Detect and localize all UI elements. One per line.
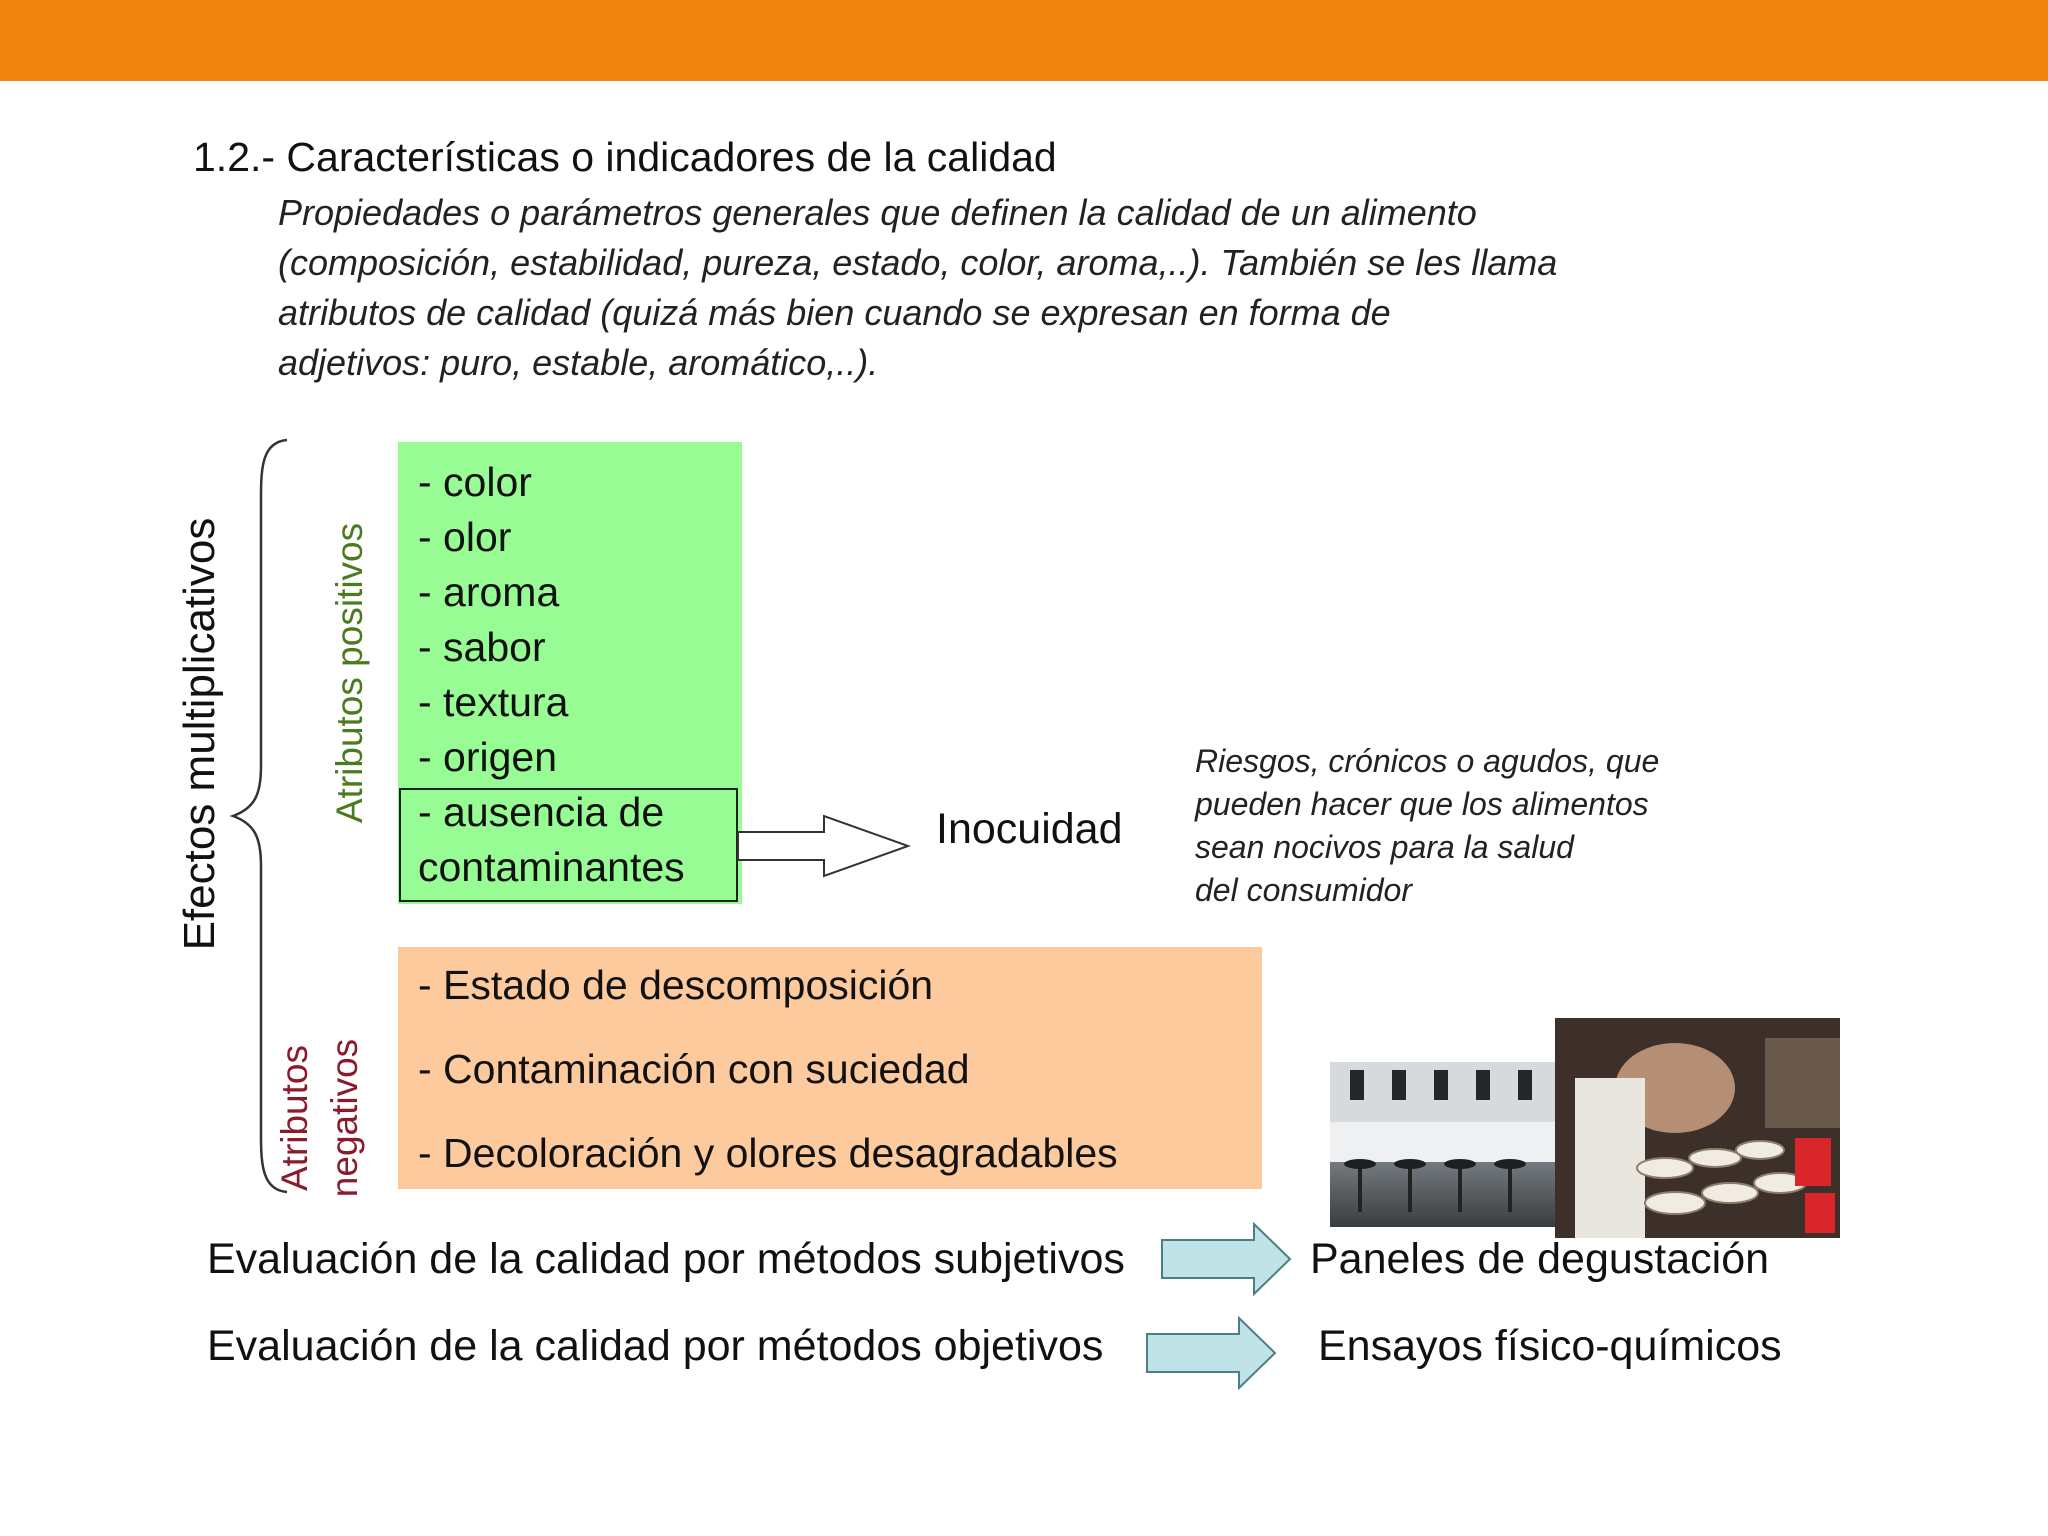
- riesgos-note: [1195, 740, 1659, 912]
- contaminantes-line: contaminantes: [418, 844, 685, 890]
- physico-chemical-tests-text: Ensayos físico-químicos: [1318, 1322, 1782, 1370]
- subjective-evaluation-text: Evaluación de la calidad por métodos subjetivos: [207, 1235, 1125, 1283]
- list-item: - Decoloración y olores desagradables: [418, 1130, 1118, 1176]
- list-item: - Contaminación con suciedad: [418, 1046, 970, 1092]
- list-item: - aroma: [418, 569, 560, 615]
- tasting-booths-photo: [1330, 1062, 1555, 1227]
- objective-evaluation-text: Evaluación de la calidad por métodos objetivos: [207, 1322, 1104, 1370]
- list-item: - textura: [418, 679, 569, 725]
- atributos-negativos-line: Atributos: [274, 1045, 315, 1192]
- intro-line: (composición, estabilidad, pureza, estado, color, aroma,..). También se les llama: [278, 242, 1558, 283]
- atributos-negativos-line: negativos: [324, 1038, 365, 1198]
- positive-attributes-list: [418, 455, 568, 785]
- list-item: - sabor: [418, 624, 546, 670]
- tasters-photo: [1555, 1018, 1840, 1238]
- top-accent-bar: [0, 0, 2048, 81]
- arrow-right-icon: [1145, 1316, 1280, 1390]
- contaminantes-text: [418, 785, 685, 895]
- arrow-right-icon: [736, 812, 916, 880]
- negative-attributes-list: [418, 955, 1118, 1207]
- tasting-panels-text: Paneles de degustación: [1310, 1235, 1770, 1283]
- list-item: - Estado de descomposición: [418, 962, 934, 1008]
- contaminantes-line: - ausencia de: [418, 789, 665, 835]
- list-item: - color: [418, 459, 532, 505]
- inocuidad-label: Inocuidad: [936, 805, 1123, 853]
- riesgos-line: sean nocivos para la salud: [1195, 829, 1574, 865]
- atributos-positivos-label: Atributos positivos: [329, 522, 370, 824]
- intro-line: Propiedades o parámetros generales que definen la calidad de un alimento: [278, 192, 1477, 233]
- efectos-multiplicativos-label: Efectos multiplicativos: [175, 517, 224, 951]
- slide-title: 1.2.- Características o indicadores de la calidad: [193, 134, 1057, 180]
- intro-paragraph: [278, 188, 1728, 388]
- riesgos-line: del consumidor: [1195, 872, 1412, 908]
- riesgos-line: Riesgos, crónicos o agudos, que: [1195, 743, 1660, 779]
- list-item: - origen: [418, 734, 558, 780]
- list-item: - olor: [418, 514, 512, 560]
- riesgos-line: pueden hacer que los alimentos: [1195, 786, 1649, 822]
- arrow-right-icon: [1160, 1222, 1295, 1296]
- intro-line: adjetivos: puro, estable, aromático,..).: [278, 342, 879, 383]
- atributos-negativos-label: [260, 1018, 380, 1218]
- intro-line: atributos de calidad (quizá más bien cuando se expresan en forma de: [278, 292, 1391, 333]
